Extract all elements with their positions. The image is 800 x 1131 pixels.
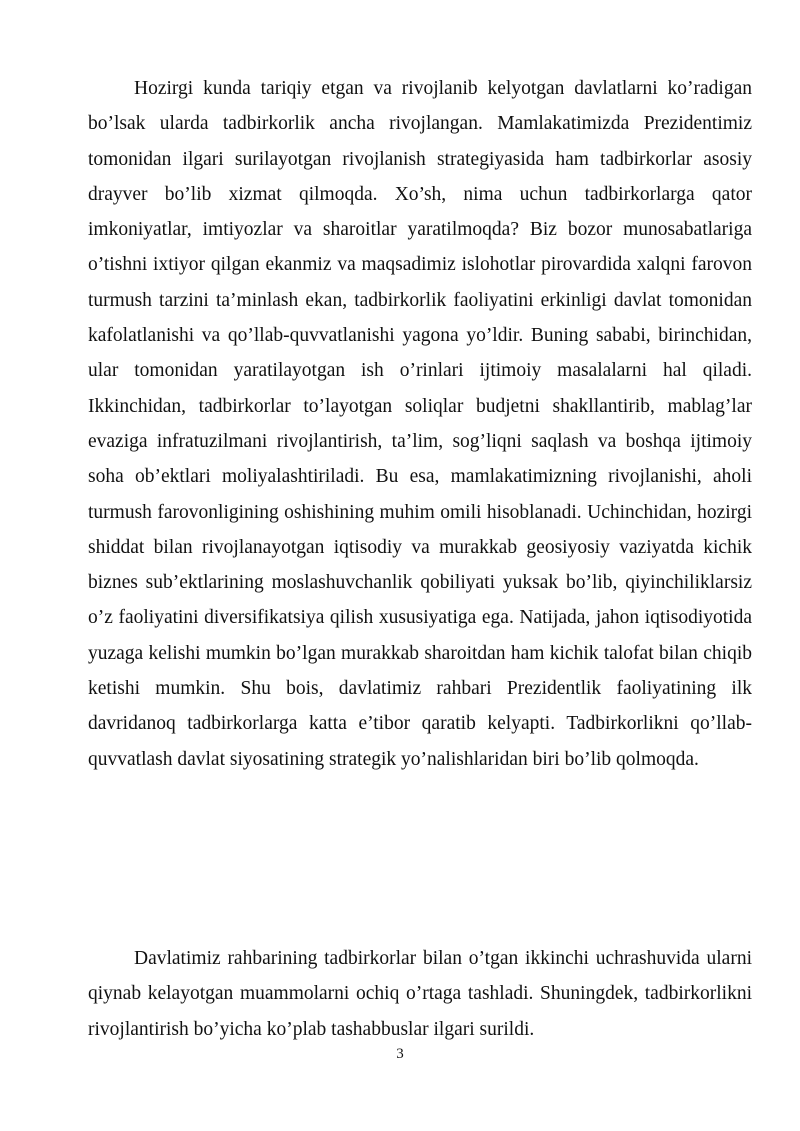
body-paragraph: Hozirgi kunda tariqiy etgan va rivojlanib kelyotgan davlatlarni ko’radigan bo’lsak ularda tadbirkorlik ancha rivojlangan. Mamlakatimizda Prezidentimiz tomonidan ilgari surilayotgan rivojlanish strategiyasida ham tadbirkorlar asosiy drayver bo’lib xizmat qilmoqda. Xo’sh, nima uchun tadbirkorlarga qator imkoniyatlar, imtiyozlar va sharoitlar yaratilmoqda? Biz bozor munosabatlariga o’tishni ixtiyor qilgan ekanmiz va maqsadimiz islohotlar pirovardida xalqni farovon turmush tarzini ta’minlash ekan, tadbirkorlik faoliyatini erkinligi davlat tomonidan kafolatlanishi va qo’llab-quvvatlanishi yagona yo’ldir. Buning sababi, birinchidan, ular tomonidan yaratilayotgan ish o’rinlari ijtimoiy masalalarni hal qiladi. Ikkinchidan, tadbirkorlar to’layotgan soliqlar budjetni shakllantirib, mablag’lar evaziga infratuzilmani rivojlantirish, ta’lim, sog’liqni saqlash va boshqa ijtimoiy soha ob’ektlari moliyalashtiriladi. Bu esa, mamlakatimizning rivojlanishi, aholi turmush farovonligining oshishining muhim omili hisoblanadi. Uchinchidan, hozirgi shiddat bilan rivojlanayotgan iqtisodiy va murakkab geosiyosiy vaziyatda kichik biznes sub’ektlarining moslashuvchanlik qobiliyati yuksak bo’lib, qiyinchiliklarsiz o’z faoliyatini diversifikatsiya qilish xususiyatiga ega. Natijada, jahon iqtisodiyotida yuzaga kelishi mumkin bo’lgan murakkab sharoitdan ham kichik talofat bilan chiqib ketishi mumkin. Shu bois, davlatimiz rahbari Prezidentlik faoliyatining ilk davridanoq tadbirkorlarga katta e’tibor qaratib kelyapti. Tadbirkorlikni qo’llab-quvvatlash davlat siyosatining strategik yo’nalishlaridan biri bo’lib qolmoqda. xyxy=(88,78,752,770)
page-number: 3 xyxy=(396,1046,404,1062)
body-paragraph: Davlatimiz rahbarining tadbirkorlar bilan o’tgan ikkinchi uchrashuvida ularni qiynab kelayotgan muammolarni ochiq o’rtaga tashladi. Shuningdek, tadbirkorlikni rivojlantirish bo’yicha ko’plab tashabbuslar ilgari surildi. xyxy=(88,948,752,1040)
